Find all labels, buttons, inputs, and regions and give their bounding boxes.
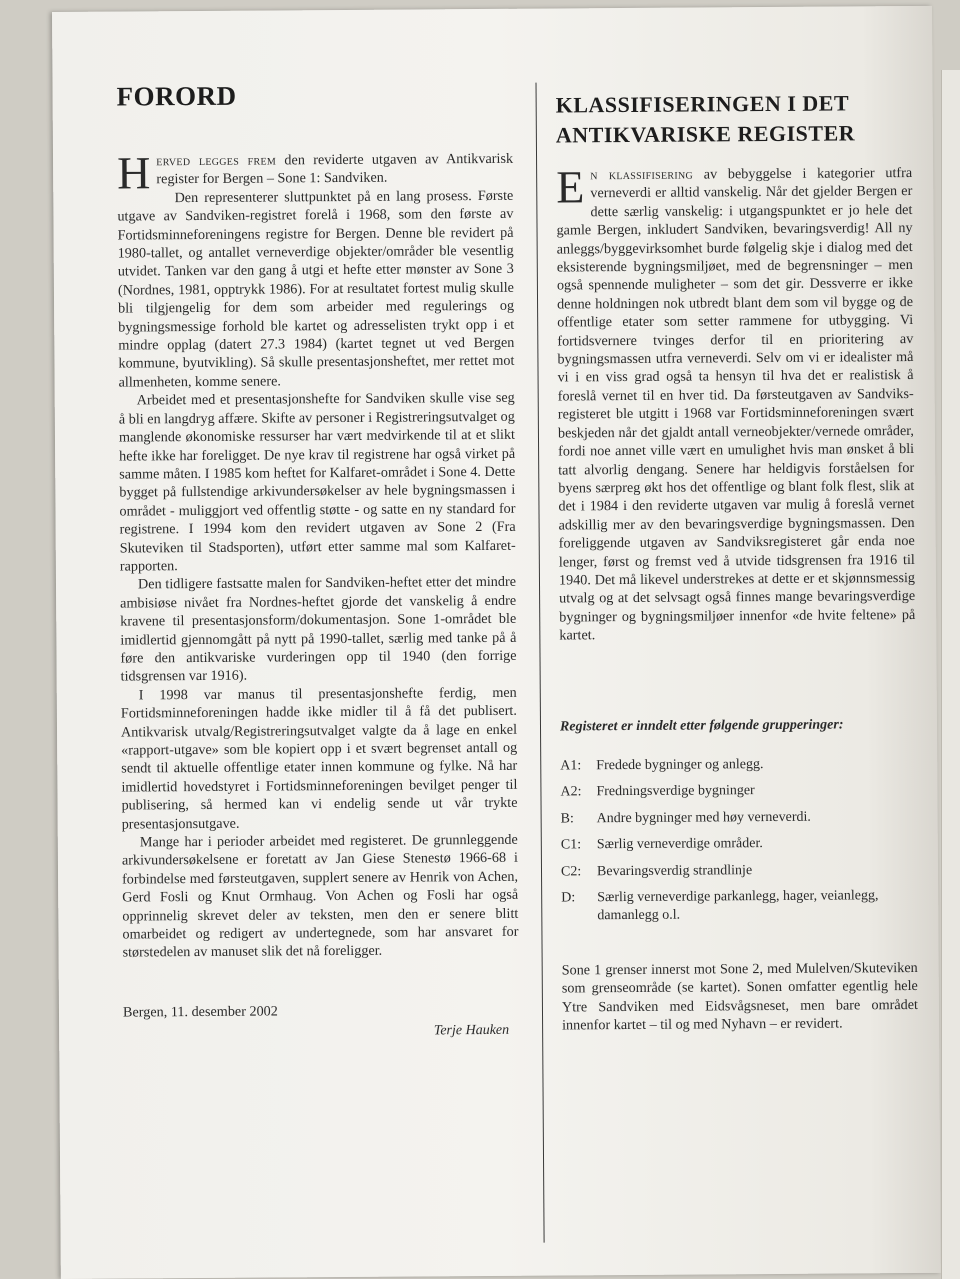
klassifisering-heading bbox=[556, 88, 912, 150]
dropcap-h: H bbox=[116, 147, 151, 199]
sone-description: Sone 1 grenser innerst mot Sone 2, med Mulelven/Skuteviken som grenseområde (se kartet). Sonen omfatter egentlig hele Ytre Sandviken med Eidsvågsneset, men bare området innenfor kartet – til og med Nyhavn – er revidert. bbox=[561, 960, 919, 1034]
heading-line-1: KLASSIFISERINGEN I DET bbox=[555, 90, 850, 118]
list-item bbox=[560, 755, 916, 775]
forord-paragraph-3: Arbeidet med et presentasjonshefte for Sandviken skulle vise seg å bli en langdryg affære. Skifte av personer i Registreringsutvalget og manglende økonomiske ressurser har vært medvirkende til at et slikt hefte ikke har foreligget. De nye krav til registrene har også virket på samme måten. I 1985 kom heftet for Kalfaret-området i Sone 4. Dette bygget på fullstendige arkivundersøkelser av hele bygningsmassen i området - muliggjort ved offentlig støtte - og satte en ny standard for registrene. I 1994 kom den revidert utgaven av Sone 2 (Fra Skuteviken til Stadsporten), utført etter samme mal som Kalfaret-rapporten. bbox=[118, 390, 516, 575]
signature: Terje Hauken bbox=[433, 1022, 510, 1039]
group-code: B: bbox=[560, 810, 574, 827]
list-item bbox=[561, 834, 917, 854]
group-code: A1: bbox=[560, 757, 582, 774]
groups-list bbox=[560, 755, 917, 926]
lead-smallcaps: erved legges frem bbox=[156, 152, 277, 170]
column-divider bbox=[536, 83, 545, 1243]
forord-paragraph-6: Mange har i perioder arbeidet med registeret. De grunnleggende arkivundersøkelsene er foretatt av Jan Giese Stenestø 1966-68 i forbindelse med førsteutgaven, supplert senere av Henrik von Achen, Gerd Fosli og Knut Ormhaug. Von Achen og Fosli har også opprinnelig skrevet deler av teksten, men den er senere blitt omarbeidet og redigert av undertegnede, som har ansvaret for størstedelen av manuset slik det nå foreligger. bbox=[121, 831, 519, 961]
forord-column bbox=[116, 69, 519, 1042]
heading-line-2: ANTIKVARISKE REGISTER bbox=[555, 120, 856, 148]
groups-heading: Registeret er inndelt etter følgende grupperinger: bbox=[559, 717, 844, 735]
list-item bbox=[561, 861, 917, 881]
list-item bbox=[561, 887, 917, 925]
date-line: Bergen, 11. desember 2002 bbox=[122, 1003, 278, 1021]
paragraph-1-rest: den reviderte utgaven av Antikvarisk register for Bergen – Sone 1: Sandviken. bbox=[156, 150, 514, 188]
group-code: C2: bbox=[560, 863, 582, 880]
forord-paragraph-4: Den tidligere fastsatte malen for Sandviken-heftet etter det mindre ambisiøse nivået fra Nordnes-heftet gjorde det vanskelig å endre kravene til presentasjonsform/dokumentasjon. Sone 1-området ble imidlertid gjennomgått på nytt på 1990-tallet, særlig med tanke på å føre den antikvariske vurderingen opp til 1940 (den forrige tidsgrensen var 1916). bbox=[120, 574, 517, 685]
forord-heading: FORORD bbox=[116, 80, 237, 112]
paragraph-rest: av bebyggelse i kategorier utfra verneverdi er alltid vanskelig. Når det gjelder Bergen er dette særlig vanskelig: i utgangspunktet er jo hele det gamle Bergen, inkludert Sandviken, bevaringsverdig! All ny anleggs/byggevirksomhet burde følgelig skje i dialog med det eksisterende bygningsmiljøet, med de begrensninger – men også spennende muligheter – som det gir. Dessverre er ikke denne holdningen nok utbredt blant dem som vil bygge og de offentlige etater som setter rammene for utbygging. Vi fortidsvernere tvinges derfor til en prioritering av bygningsmassen utfra verneverdi. Selv om vi er idealister må vi i en viss grad også ta hensyn til hva det er realistisk å foreslå vernet til en hver tid. Da førsteutgaven av Sandviks-registeret ble utgitt i 1968 var Fortidsminneforeningen svært beskjeden når det gjaldt antall verneobjekter/vernede områder, fordi noe annet ville vært en umulighet hvis man ønsket å bli tatt alvorlig dengang. Senere har heldigvis forståelsen for byens særpreg økt hos det offentlige og blant folk flest, slik at det i 1984 i den reviderte utgaven var mulig å foreslå vernet adskillig mer av den bevaringsverdige bygningsmassen. Den foreliggende utgaven av Sandviksregisteret går enda noe lenger, først og fremst ved å utvide tidsgrensen fra 1916 til 1940. Det må likevel understrekes at dette er et skjønnsmessig utvalg og at det selvsagt også finnes mange bevaringsverdige bygninger og bygningsmiljøer innenfor «de hvite feltene» på kartet. bbox=[556, 164, 916, 644]
group-text: Særlig verneverdige parkanlegg, hager, veianlegg, damanlegg o.l. bbox=[597, 888, 879, 924]
list-item bbox=[561, 808, 917, 828]
group-text: Bevaringsverdig strandlinje bbox=[596, 862, 753, 879]
group-code: C1: bbox=[560, 837, 582, 853]
next-page-edge bbox=[941, 70, 960, 1279]
forord-paragraph-1 bbox=[116, 147, 514, 199]
group-code: D: bbox=[561, 890, 576, 906]
group-code: A2: bbox=[560, 784, 582, 800]
group-text: Fredede bygninger og anlegg. bbox=[596, 756, 764, 773]
group-text: Fredningsverdige bygninger bbox=[596, 783, 755, 800]
forord-paragraph-5: I 1998 var manus til presentasjonshefte ferdig, men Fortidsminneforeningen hadde ikke midler til å få det publisert. Antikvarisk utvalg/Registreringsutvalget valgte da å lage en enkel «rapport-utgave» som ble kopiert opp i et svært begrenset antall og sendt til aktuelle offentlige etater innen kommune og fylke. Nå har imidlertid hovedstyret i Fortidsminneforeningen bevilget penger til publisering, så hermed kan vi endelig sende ut vår trykte presentasjonsutgave. bbox=[120, 684, 518, 833]
document-page bbox=[52, 6, 941, 1279]
list-item bbox=[560, 781, 916, 801]
klassifisering-column bbox=[555, 70, 918, 1049]
dropcap-e: E bbox=[556, 161, 585, 213]
group-text: Andre bygninger med høy verneverdi. bbox=[596, 809, 811, 826]
forord-paragraph-2: Den representerer sluttpunktet på en lang prosess. Første utgave av Sandviken-registret forelå i 1968, som den første av Fortidsminneforeningens registre for Bergen. Denne ble revidert på 1980-tallet, og antallet verneverdige objekter/områder ble vesentlig utvidet. Tanken var den gang å utgi et hefte etter mønster av Sone 3 (Nordnes, 1981, opptrykk 1986). For at resultatet fortest mulig skulle bli tilgjengelig for dem som arbeider med regulerings og bygningsmessige forhold ble kartet og adresselisten trykt opp i et mindre opplag (datert 27.3 1984) (kartet tegnet ut ved Bergen kommune, byutvikling). Så skulle presentasjonsheftet, mer rettet mot allmenheten, komme senere. bbox=[117, 187, 515, 391]
group-text: Særlig verneverdige områder. bbox=[596, 836, 763, 853]
lead-smallcaps: n klassifisering bbox=[590, 166, 694, 184]
klassifisering-paragraph bbox=[556, 161, 916, 645]
